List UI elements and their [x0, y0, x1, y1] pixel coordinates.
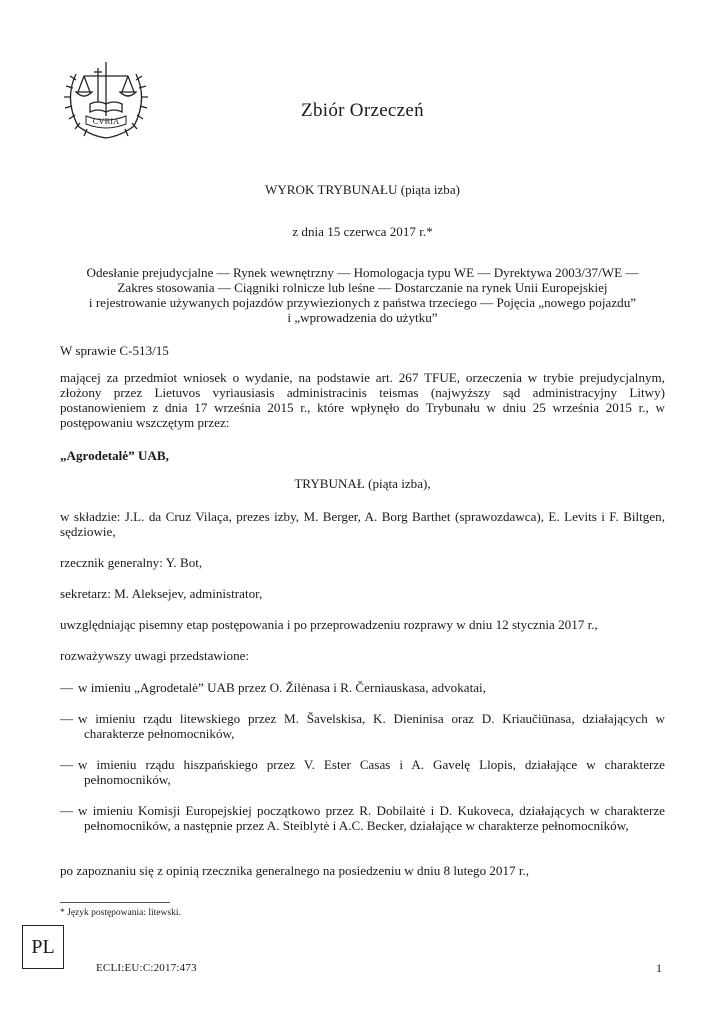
judgment-date: z dnia 15 czerwca 2017 r.* [292, 224, 433, 239]
page-number: 1 [656, 961, 662, 975]
party-name: „Agrodetalė” UAB, [60, 448, 169, 463]
court-heading: TRYBUNAŁ (piąta izba), [294, 476, 431, 491]
language-badge: PL [22, 925, 64, 969]
observation-item [60, 680, 665, 695]
keywords-line: Odesłanie prejudycjalne — Rynek wewnętrzny — Homologacja typu WE — Dyrektywa 2003/37/WE — [86, 265, 639, 280]
advocate-general: rzecznik generalny: Y. Bot, [60, 555, 203, 570]
observation-item [60, 803, 665, 833]
footnote: * Język postępowania: litewski. [60, 908, 181, 918]
cvria-logo [56, 54, 156, 144]
collection-title: Zbiór Orzeczeń [301, 100, 424, 121]
keywords-line: i „wprowadzenia do użytku” [287, 310, 438, 325]
composition-paragraph: w składzie: J.L. da Cruz Vilaça, prezes izby, M. Berger, A. Borg Barthet (sprawozdawca), E. Levits i F. Biltgen, sędziowie, [60, 509, 665, 539]
footnote-divider [60, 902, 170, 903]
observation-text: w imieniu rządu hiszpańskiego przez V. Ester Casas i A. Gavelę Llopis, działające w charakterze pełnomocników, [78, 757, 665, 787]
opinion-paragraph: po zapoznaniu się z opinią rzecznika generalnego na posiedzeniu w dniu 8 lutego 2017 r., [60, 863, 530, 878]
observation-text: w imieniu „Agrodetalė” UAB przez O. Žilėnasa i R. Černiauskasa, advokatai, [78, 680, 486, 695]
registrar: sekretarz: M. Aleksejev, administrator, [60, 586, 263, 601]
subject-paragraph: mającej za przedmiot wniosek o wydanie, na podstawie art. 267 TFUE, orzeczenia w trybie prejudycjalnym, złożony przez Lietuvos vyriausiasis administracinis teismas (najwyższy sąd administracyjny Litwy) postanowieniem z dnia 17 września 2015 r., które wpłynęło do Trybunału w dniu 25 września 2015 r., w postępowaniu wszczętym przez: [60, 370, 665, 430]
observation-item [60, 757, 665, 787]
dash-mark: — [60, 711, 74, 726]
dash-mark: — [60, 680, 74, 695]
procedure-paragraph: uwzględniając pisemny etap postępowania i po przeprowadzeniu rozprawy w dniu 12 stycznia 2017 r., [60, 617, 598, 632]
svg-text:CVRIA: CVRIA [92, 116, 120, 126]
keywords-block [60, 265, 665, 325]
observation-text: w imieniu rządu litewskiego przez M. Šavelskisa, K. Dieninisa oraz D. Kriaučiūnasa, działających w charakterze pełnomocników, [78, 711, 665, 741]
dash-mark: — [60, 757, 74, 772]
ecli-identifier: ECLI:EU:C:2017:473 [96, 962, 197, 974]
keywords-line: Zakres stosowania — Ciągniki rolnicze lub leśne — Dostarczanie na rynek Unii Europejskiej [117, 280, 608, 295]
dash-mark: — [60, 803, 74, 818]
observation-text: w imieniu Komisji Europejskiej początkowo przez R. Dobilaitė i D. Kukoveca, działających w charakterze pełnomocników, a następnie przez A. Steiblytė i A.C. Becker, działające w charakterze pełnomocników, [78, 803, 665, 833]
case-number: W sprawie C-513/15 [60, 343, 169, 358]
keywords-line: i rejestrowanie używanych pojazdów przywiezionych z państwa trzeciego — Pojęcia „nowego pojazdu” [88, 295, 637, 310]
observations-intro: rozważywszy uwagi przedstawione: [60, 648, 250, 663]
observation-item [60, 711, 665, 741]
judgment-title: WYROK TRYBUNAŁU (piąta izba) [264, 182, 461, 197]
